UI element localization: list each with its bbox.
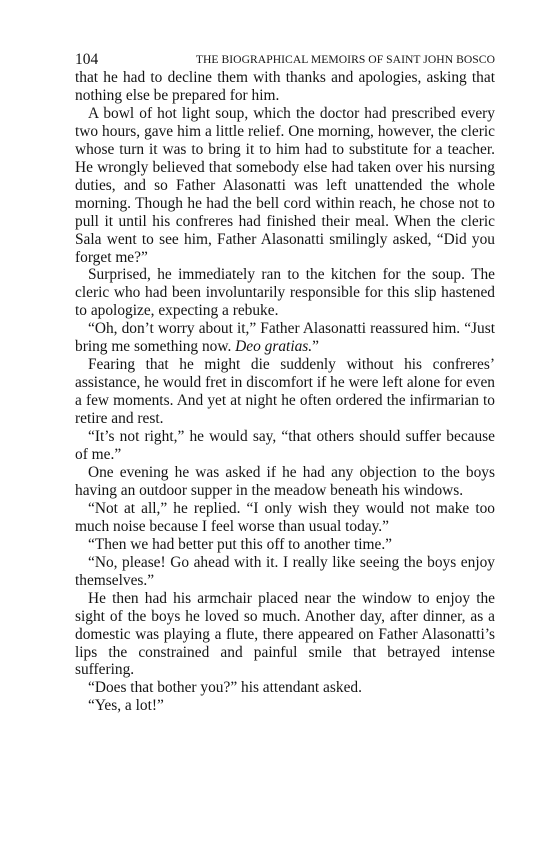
paragraph xyxy=(75,320,495,356)
paragraph: “Yes, a lot!” xyxy=(88,697,164,715)
paragraph: “Then we had better put this off to another time.” xyxy=(88,535,393,553)
body-text xyxy=(75,69,495,715)
paragraph-continued: that he had to decline them with thanks and apologies, asking that nothing else be prepared for him. xyxy=(75,69,495,104)
paragraph: A bowl of hot light soup, which the doctor had prescribed every two hours, gave him a little relief. One morning, however, the cleric whose turn it was to bring it to him had to substitute for a teacher. He wrongly believed that somebody else had taken over his nursing duties, and so Father Alasonatti was left unattended the whole morning. Though he had the bell cord within reach, he chose not to pull it until his confreres had finished their meal. When the cleric Sala went to see him, Father Alasonatti smilingly asked, “Did you forget me?” xyxy=(75,104,495,266)
paragraph: He then had his armchair placed near the window to enjoy the sight of the boys he loved so much. Another day, after dinner, as a domestic was playing a flute, there appeared on Father Alasonatti’s lips the constrained and painful smile that betrayed intense suffering. xyxy=(75,589,495,679)
paragraph: Fearing that he might die suddenly without his confreres’ assistance, he would fret in discomfort if he were left alone for even a few moments. And yet at night he often ordered the infirmarian to retire and rest. xyxy=(75,356,495,428)
latin-phrase: Deo gratias. xyxy=(235,338,313,356)
paragraph: “Does that bother you?” his attendant asked. xyxy=(88,679,362,697)
paragraph-text: “Oh, don’t worry about it,” Father Alasonatti reassured him. “Just bring me something now. xyxy=(75,320,495,356)
closing-quote: ” xyxy=(312,338,319,356)
page-number: 104 xyxy=(75,51,99,68)
running-title: THE BIOGRAPHICAL MEMOIRS OF SAINT JOHN BOSCO xyxy=(195,53,495,66)
paragraph: “Not at all,” he replied. “I only wish they would not make too much noise because I feel worse than usual today.” xyxy=(75,499,495,535)
paragraph: Surprised, he immediately ran to the kitchen for the soup. The cleric who had been involuntarily responsible for this slip hastened to apologize, expecting a rebuke. xyxy=(75,266,495,320)
paragraph: “It’s not right,” he would say, “that others should suffer because of me.” xyxy=(75,428,495,464)
page-header xyxy=(75,51,495,69)
paragraph: One evening he was asked if he had any objection to the boys having an outdoor supper in the meadow beneath his windows. xyxy=(75,463,495,499)
paragraph: “No, please! Go ahead with it. I really like seeing the boys enjoy themselves.” xyxy=(75,553,495,589)
